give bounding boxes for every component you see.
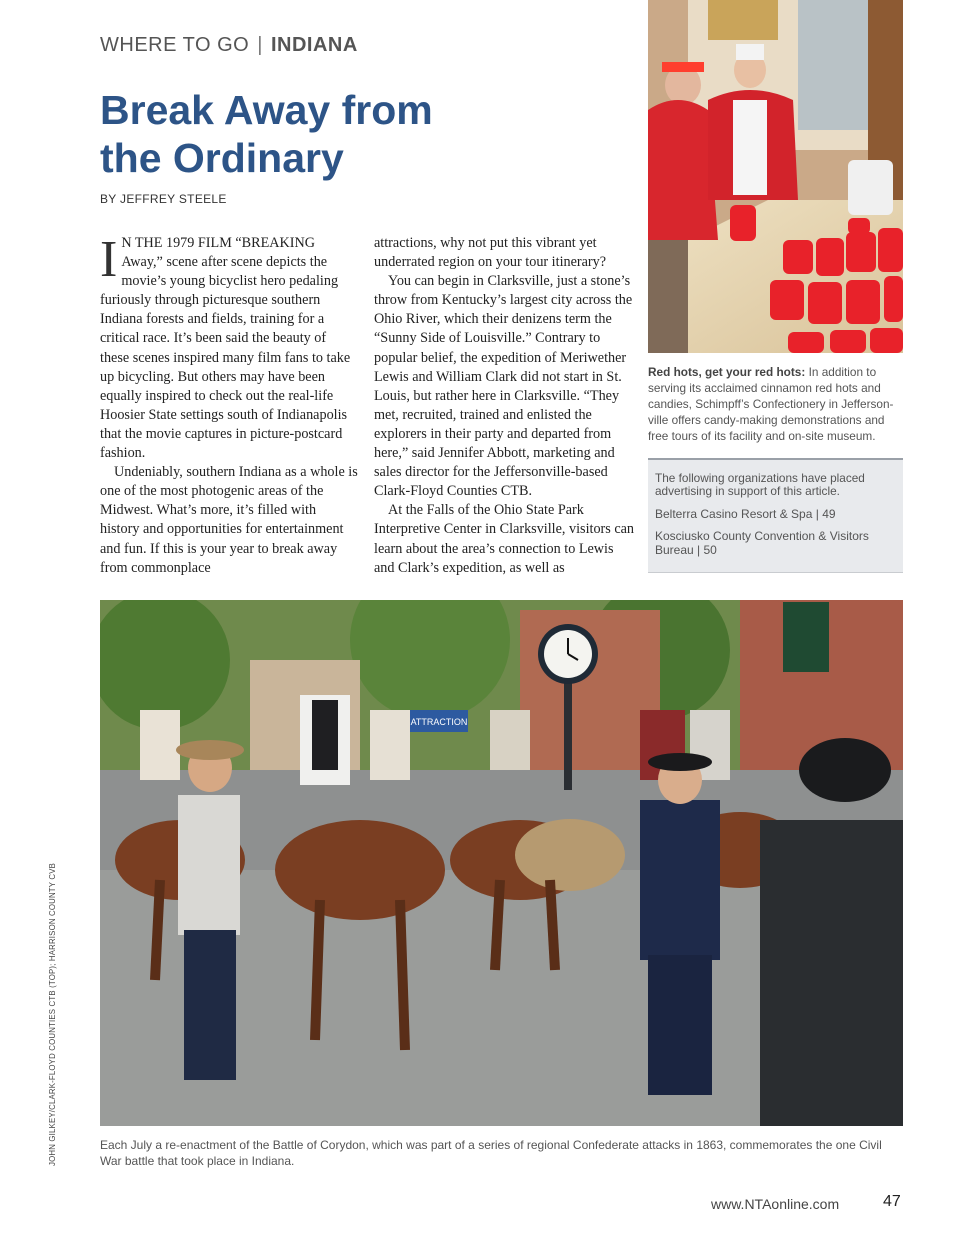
top-photo-caption bbox=[648, 364, 906, 444]
body-paragraph-text: N THE 1979 FILM “BREAKING Away,” scene after scene depicts the movie’s young bicyclist hero pedaling furiously through picturesque southern Indiana forests and fields, training for a critical race. It’s been said the beauty of these scenes inspired many film fans to take up bicycling. But others may have been equally inspired to check out the real-life Hoosier State settings south of Indianapolis that the movie captures in picture-postcard fashion. bbox=[100, 235, 351, 462]
top-photo-caption-lead: Red hots, get your red hots: bbox=[648, 365, 806, 379]
section-state: INDIANA bbox=[270, 34, 358, 56]
reenactment-photo bbox=[100, 600, 903, 1126]
advertiser-sidebar bbox=[648, 458, 903, 573]
body-column-2 bbox=[374, 234, 636, 578]
body-column-1 bbox=[100, 231, 358, 578]
article-headline bbox=[100, 86, 620, 182]
section-separator: | bbox=[257, 34, 263, 56]
reenactment-illustration bbox=[100, 600, 903, 1126]
section-label bbox=[100, 34, 358, 57]
body-paragraph: You can begin in Clarksville, just a stone’s throw from Kentucky’s largest city across the Ohio River, which their denizens term the “Sunny Side of Louisville.” Contrary to popular belief, the expedition of Meriwether Lewis and William Clark did not start in St. Louis, but rather here in Clarksville. “They met, recruited, trained and enlisted the explorers in their party and departed from here,” said Jennifer Abbott, marketing and sales director for the Jeffersonville-based Clark-Floyd Counties CTB. bbox=[374, 273, 633, 500]
section-name: WHERE TO GO bbox=[100, 34, 250, 56]
top-photo-caption-text: In addition to serving its acclaimed cinnamon red hots and candies, Schimpff’s Confectionery in Jefferson-ville offers candy-making demonstrations and free tours of its facility and on-site museum. bbox=[648, 365, 894, 443]
body-paragraph: At the Falls of the Ohio State Park Interpretive Center in Clarksville, visitors can learn about the area’s connection to Lewis and Clark’s expedition, as well as bbox=[374, 502, 635, 576]
advertiser-entry: Belterra Casino Resort & Spa | 49 bbox=[655, 507, 836, 521]
headline-line-1: Break Away from bbox=[100, 87, 433, 133]
drop-cap: I bbox=[100, 231, 118, 288]
body-paragraph bbox=[100, 231, 358, 463]
photo-credit: JOHN GILKEY/CLARK-FLOYD COUNTIES CTB (TOP); HARRISON COUNTY CVB bbox=[48, 862, 57, 1166]
candy-making-illustration bbox=[648, 0, 903, 353]
advertiser-note: The following organizations have placed advertising in support of this article. bbox=[655, 471, 865, 498]
body-paragraph: Undeniably, southern Indiana as a whole is one of the most photogenic areas of the Midwest. What’s more, it’s filled with history and opportunities for entertainment and fun. If this is your year to break away from commonplace bbox=[100, 464, 358, 576]
byline: BY JEFFREY STEELE bbox=[100, 192, 227, 206]
main-photo-caption: Each July a re-enactment of the Battle of Corydon, which was part of a series of regional Confederate attacks in 1863, commemorates the one Civil War battle that took place in Indiana. bbox=[100, 1138, 882, 1168]
candy-making-photo bbox=[648, 0, 903, 353]
headline-line-2: the Ordinary bbox=[100, 135, 344, 181]
page-number: 47 bbox=[883, 1193, 901, 1210]
attraction-sign-text: ATTRACTION bbox=[410, 717, 468, 727]
advertiser-entry: Kosciusko County Convention & Visitors Bureau | 50 bbox=[655, 529, 869, 557]
body-paragraph: attractions, why not put this vibrant yet underrated region on your tour itinerary? bbox=[374, 235, 607, 271]
footer-url[interactable]: www.NTAonline.com bbox=[711, 1196, 840, 1212]
